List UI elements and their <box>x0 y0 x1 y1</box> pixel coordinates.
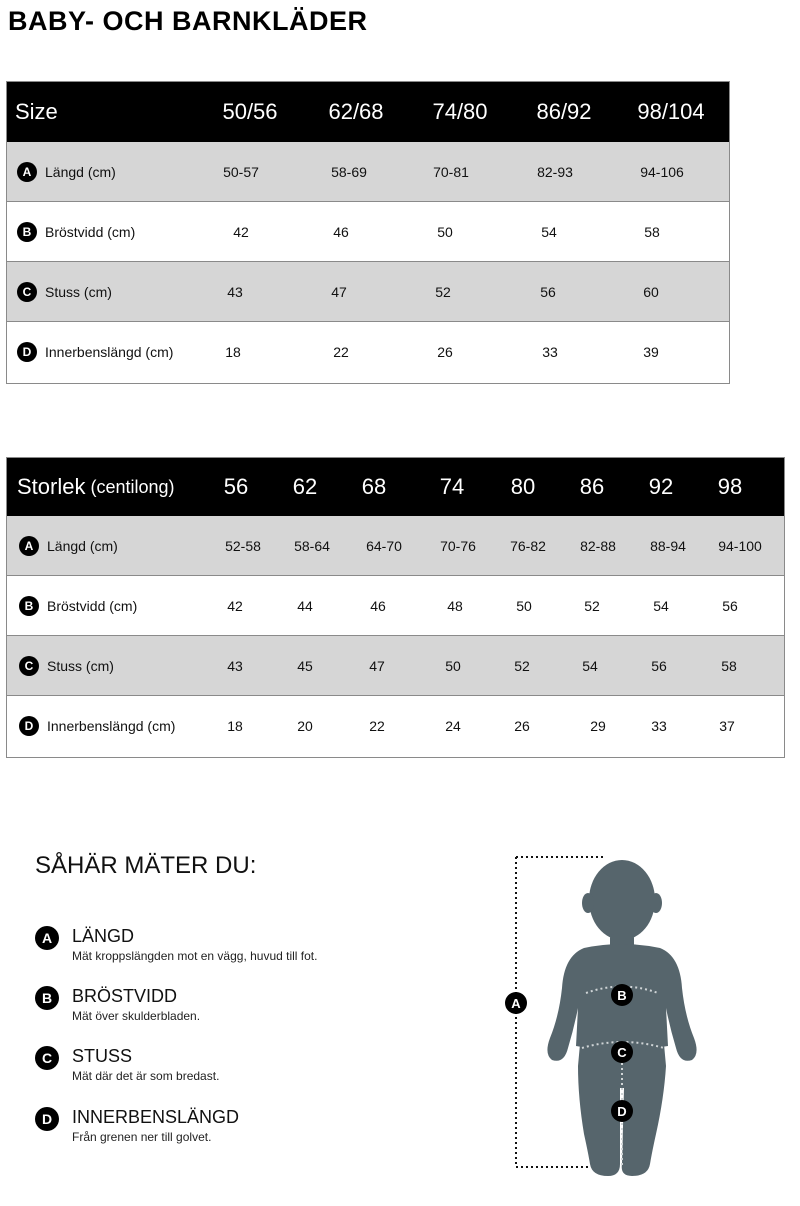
table-cell: 88-94 <box>650 537 686 554</box>
table-cell: 22 <box>333 344 349 360</box>
table-cell: 18 <box>225 344 241 360</box>
row-label <box>19 636 114 695</box>
table-row <box>7 322 729 382</box>
table-cell: 26 <box>437 344 453 360</box>
row-label-text: Bröstvidd (cm) <box>45 223 136 240</box>
marker-b <box>611 984 633 1006</box>
guide-item-heading: STUSS <box>72 1046 133 1066</box>
guide-item-heading: BRÖSTVIDD <box>72 986 178 1006</box>
table-header-row <box>7 82 729 142</box>
page-title: BABY- OCH BARNKLÄDER <box>8 6 368 36</box>
table-cell: 18 <box>227 718 243 734</box>
header-label-text: Storlek <box>17 474 86 499</box>
row-label-text: Bröstvidd (cm) <box>47 597 138 614</box>
table-cell: 54 <box>653 597 669 614</box>
letter-c-badge: C <box>17 282 37 302</box>
table-cell: 58 <box>721 657 737 674</box>
table-cell: 50 <box>437 223 453 240</box>
table-cell: 56 <box>540 283 556 300</box>
header-label-note: (centilong) <box>90 476 175 497</box>
table-header-row <box>7 458 784 516</box>
table-cell: 58-69 <box>331 163 367 180</box>
table-cell: 58-64 <box>294 537 330 554</box>
row-label-text: Innerbenslängd (cm) <box>45 344 174 360</box>
table-cell: 42 <box>233 223 249 240</box>
size-table-centilong <box>6 457 785 758</box>
table-cell: 70-81 <box>433 163 469 180</box>
letter-d-badge: D <box>17 342 37 362</box>
letter-a-badge: A <box>19 536 39 556</box>
table-cell: 48 <box>447 597 463 614</box>
table-cell: 50-57 <box>223 163 259 180</box>
table-row <box>7 202 729 262</box>
header-size: 62 <box>292 474 318 499</box>
table-cell: 29 <box>590 718 606 734</box>
table-cell: 76-82 <box>510 537 546 554</box>
guide-item-description: Mät kroppslängden mot en vägg, huvud till fot. <box>72 949 318 963</box>
table-cell: 20 <box>297 718 313 734</box>
table-cell: 43 <box>227 283 243 300</box>
marker-c-label: C <box>617 1045 627 1060</box>
row-label-text: Längd (cm) <box>45 163 116 180</box>
table-cell: 47 <box>331 283 347 300</box>
marker-d-label: D <box>617 1104 627 1119</box>
table-cell: 64-70 <box>366 537 402 554</box>
marker-c <box>611 1041 633 1063</box>
header-size: 50/56 <box>222 99 278 124</box>
table-cell: 50 <box>516 597 532 614</box>
header-size: 92 <box>648 474 674 499</box>
header-size: 98 <box>717 474 743 499</box>
table-cell: 43 <box>227 657 243 674</box>
table-row <box>7 262 729 322</box>
table-cell: 47 <box>369 657 385 674</box>
size-table-baby <box>6 81 730 384</box>
table-cell: 56 <box>651 657 667 674</box>
header-size: 74/80 <box>432 99 488 124</box>
row-label <box>17 322 173 382</box>
guide-item-description: Från grenen ner till golvet. <box>72 1130 212 1144</box>
table-cell: 82-93 <box>537 163 573 180</box>
table-cell: 52-58 <box>225 537 261 554</box>
header-size: 68 <box>361 474 387 499</box>
table-cell: 70-76 <box>440 537 476 554</box>
table-cell: 56 <box>722 597 738 614</box>
letter-d-badge: D <box>19 716 39 736</box>
letter-d-badge: D <box>35 1107 59 1131</box>
table-cell: 60 <box>643 283 659 300</box>
letter-b-badge: B <box>17 222 37 242</box>
table-cell: 26 <box>514 718 530 734</box>
marker-b-label: B <box>617 988 627 1003</box>
row-label <box>19 696 175 756</box>
row-label <box>17 262 112 321</box>
header-size: 56 <box>223 474 249 499</box>
letter-b-badge: B <box>35 986 59 1010</box>
marker-a <box>505 992 527 1014</box>
table-cell: 52 <box>435 283 451 300</box>
letter-b-badge: B <box>19 596 39 616</box>
header-label: Size <box>15 99 58 124</box>
table-row <box>7 516 784 576</box>
row-label-text: Längd (cm) <box>47 537 118 554</box>
header-size: 86 <box>579 474 605 499</box>
letter-c-badge: C <box>35 1046 59 1070</box>
marker-d <box>611 1100 633 1122</box>
row-label <box>19 576 137 635</box>
table-cell: 44 <box>297 597 313 614</box>
table-cell: 37 <box>719 718 735 734</box>
table-cell: 94-106 <box>640 163 684 180</box>
table-cell: 58 <box>644 223 660 240</box>
table-cell: 22 <box>369 718 385 734</box>
row-label-text: Stuss (cm) <box>47 657 114 674</box>
header-size: 62/68 <box>328 99 384 124</box>
table-row <box>7 576 784 636</box>
header-label <box>17 458 175 516</box>
guide-item-heading: LÄNGD <box>72 926 135 946</box>
table-cell: 24 <box>445 718 461 734</box>
guide-item-description: Mät där det är som bredast. <box>72 1069 220 1083</box>
table-cell: 52 <box>514 657 530 674</box>
table-cell: 33 <box>542 344 558 360</box>
table-cell: 52 <box>584 597 600 614</box>
guide-item-description: Mät över skulderbladen. <box>72 1009 201 1023</box>
header-size: 98/104 <box>637 99 705 124</box>
row-label <box>19 516 118 575</box>
table-cell: 45 <box>297 657 313 674</box>
table-cell: 33 <box>651 718 667 734</box>
letter-c-badge: C <box>19 656 39 676</box>
table-cell: 46 <box>333 223 349 240</box>
letter-a-badge: A <box>17 162 37 182</box>
row-label-text: Innerbenslängd (cm) <box>47 718 176 734</box>
guide-title: SÅHÄR MÄTER DU: <box>35 852 257 879</box>
row-label <box>17 202 135 261</box>
table-cell: 94-100 <box>718 537 762 554</box>
header-size: 80 <box>510 474 536 499</box>
row-label <box>17 142 116 201</box>
header-size: 74 <box>439 474 465 499</box>
guide-item-heading: INNERBENSLÄNGD <box>72 1107 240 1127</box>
table-row <box>7 636 784 696</box>
baby-measurement-figure <box>498 848 728 1178</box>
header-size: 86/92 <box>536 99 592 124</box>
letter-a-badge: A <box>35 926 59 950</box>
table-row <box>7 142 729 202</box>
table-cell: 46 <box>370 597 386 614</box>
row-label-text: Stuss (cm) <box>45 283 112 300</box>
marker-a-label: A <box>511 996 521 1011</box>
table-cell: 50 <box>445 657 461 674</box>
table-cell: 39 <box>643 344 659 360</box>
table-cell: 54 <box>582 657 598 674</box>
table-cell: 42 <box>227 597 243 614</box>
table-row <box>7 696 784 756</box>
table-cell: 54 <box>541 223 557 240</box>
table-cell: 82-88 <box>580 537 616 554</box>
